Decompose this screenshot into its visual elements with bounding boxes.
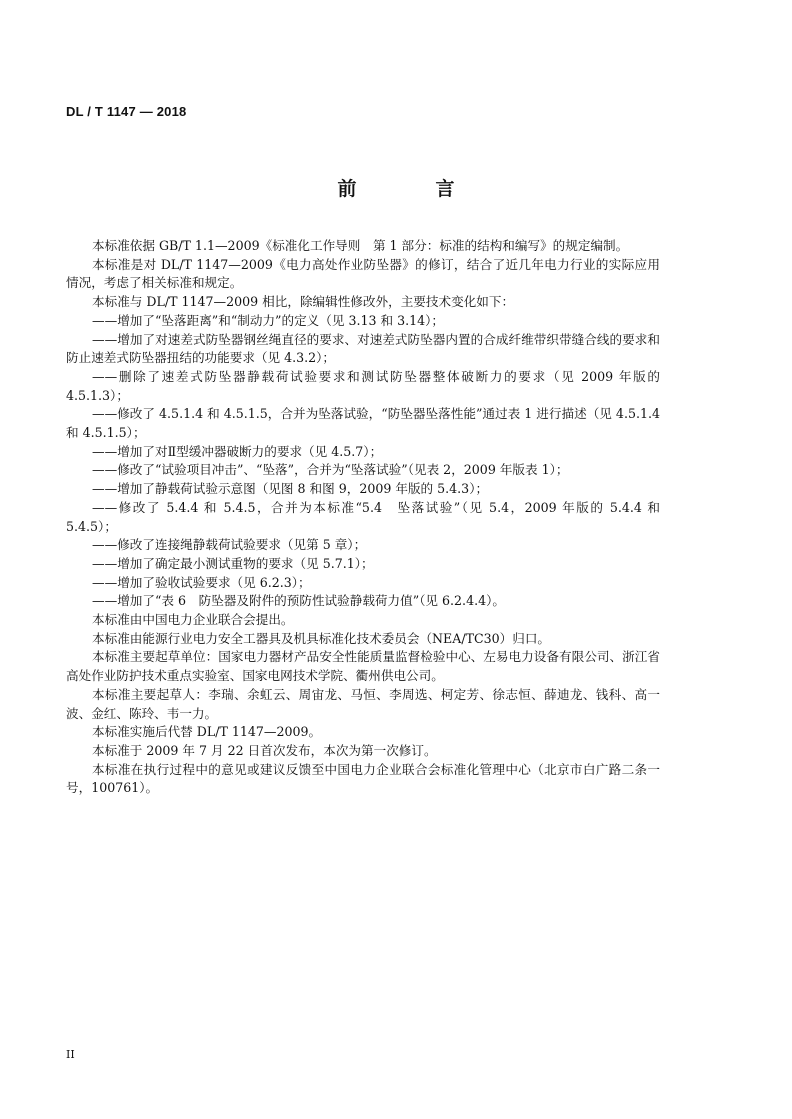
standard-code-header: DL / T 1147 — 2018 [66, 104, 187, 119]
change-item: ——增加了对Ⅱ型缓冲器破断力的要求（见 4.5.7）； [92, 443, 383, 459]
page-number: II [66, 1048, 75, 1061]
paragraph-replaces: 本标准实施后代替 DL/T 1147—2009。 [92, 724, 322, 740]
change-item: ——增加了“坠落距离”和“制动力”的定义（见 3.13 和 3.14）； [92, 312, 445, 328]
change-item: ——修改了连接绳静载荷试验要求（见第 5 章）； [92, 537, 367, 553]
paragraph-history: 本标准于 2009 年 7 月 22 日首次发布，本次为第一次修订。 [92, 742, 437, 758]
change-item: ——增加了确定最小测试重物的要求（见 5.7.1）； [92, 555, 374, 571]
change-item: ——修改了“试验项目冲击”、“坠落”，合并为“坠落试验”（见表 2，2009 年版表 1）； [92, 462, 569, 478]
paragraph-drafters: 本标准主要起草人：李瑞、余虹云、周宙龙、马恒、李周选、柯定芳、徐志恒、薛迪龙、钱科、高一波、金红、陈玲、韦一力。 [66, 686, 660, 721]
paragraph-committee: 本标准由能源行业电力安全工器具及机具标准化技术委员会（NEA/TC30）归口。 [92, 630, 551, 646]
change-item: ——增加了“表 6 防坠器及附件的预防性试验静载荷力值”（见 6.2.4.4）。 [92, 593, 505, 609]
page-title: 前 言 [337, 178, 485, 200]
change-item: ——修改了 4.5.1.4 和 4.5.1.5，合并为坠落试验，“防坠器坠落性能”通过表 1 进行描述（见 4.5.1.4 和 4.5.1.5）； [66, 406, 660, 441]
change-item: ——增加了验收试验要求（见 6.2.3）； [92, 574, 311, 590]
change-item: ——修改了 5.4.4 和 5.4.5，合并为本标准“5.4 坠落试验”（见 5.4，2009 年版的 5.4.4 和 5.4.5）； [66, 499, 660, 534]
paragraph-revision: 本标准是对 DL/T 1147—2009《电力高处作业防坠器》的修订，结合了近几年电力行业的实际应用情况，考虑了相关标准和规定。 [66, 256, 660, 291]
paragraph-drafting-units: 本标准主要起草单位：国家电力器材产品安全性能质量监督检验中心、左易电力设备有限公司、浙江省高处作业防护技术重点实验室、国家电网技术学院、衢州供电公司。 [66, 649, 660, 684]
document-body [66, 237, 660, 798]
change-item: ——删除了速差式防坠器静载荷试验要求和测试防坠器整体破断力的要求（见 2009 年版的 4.5.1.3）； [66, 368, 660, 403]
change-item: ——增加了对速差式防坠器钢丝绳直径的要求、对速差式防坠器内置的合成纤维带织带缝合线的要求和防止速差式防坠器扭结的功能要求（见 4.3.2）； [66, 331, 660, 366]
paragraph-proposer: 本标准由中国电力企业联合会提出。 [92, 612, 294, 628]
change-item: ——增加了静载荷试验示意图（见图 8 和图 9，2009 年版的 5.4.3）； [92, 481, 489, 497]
paragraph-changes-intro: 本标准与 DL/T 1147—2009 相比，除编辑性修改外，主要技术变化如下： [92, 294, 515, 310]
paragraph-feedback: 本标准在执行过程中的意见或建议反馈至中国电力企业联合会标准化管理中心（北京市白广路二条一号，100761）。 [66, 761, 660, 796]
paragraph-basis: 本标准依据 GB/T 1.1—2009《标准化工作导则 第 1 部分：标准的结构和编写》的规定编制。 [92, 238, 629, 253]
